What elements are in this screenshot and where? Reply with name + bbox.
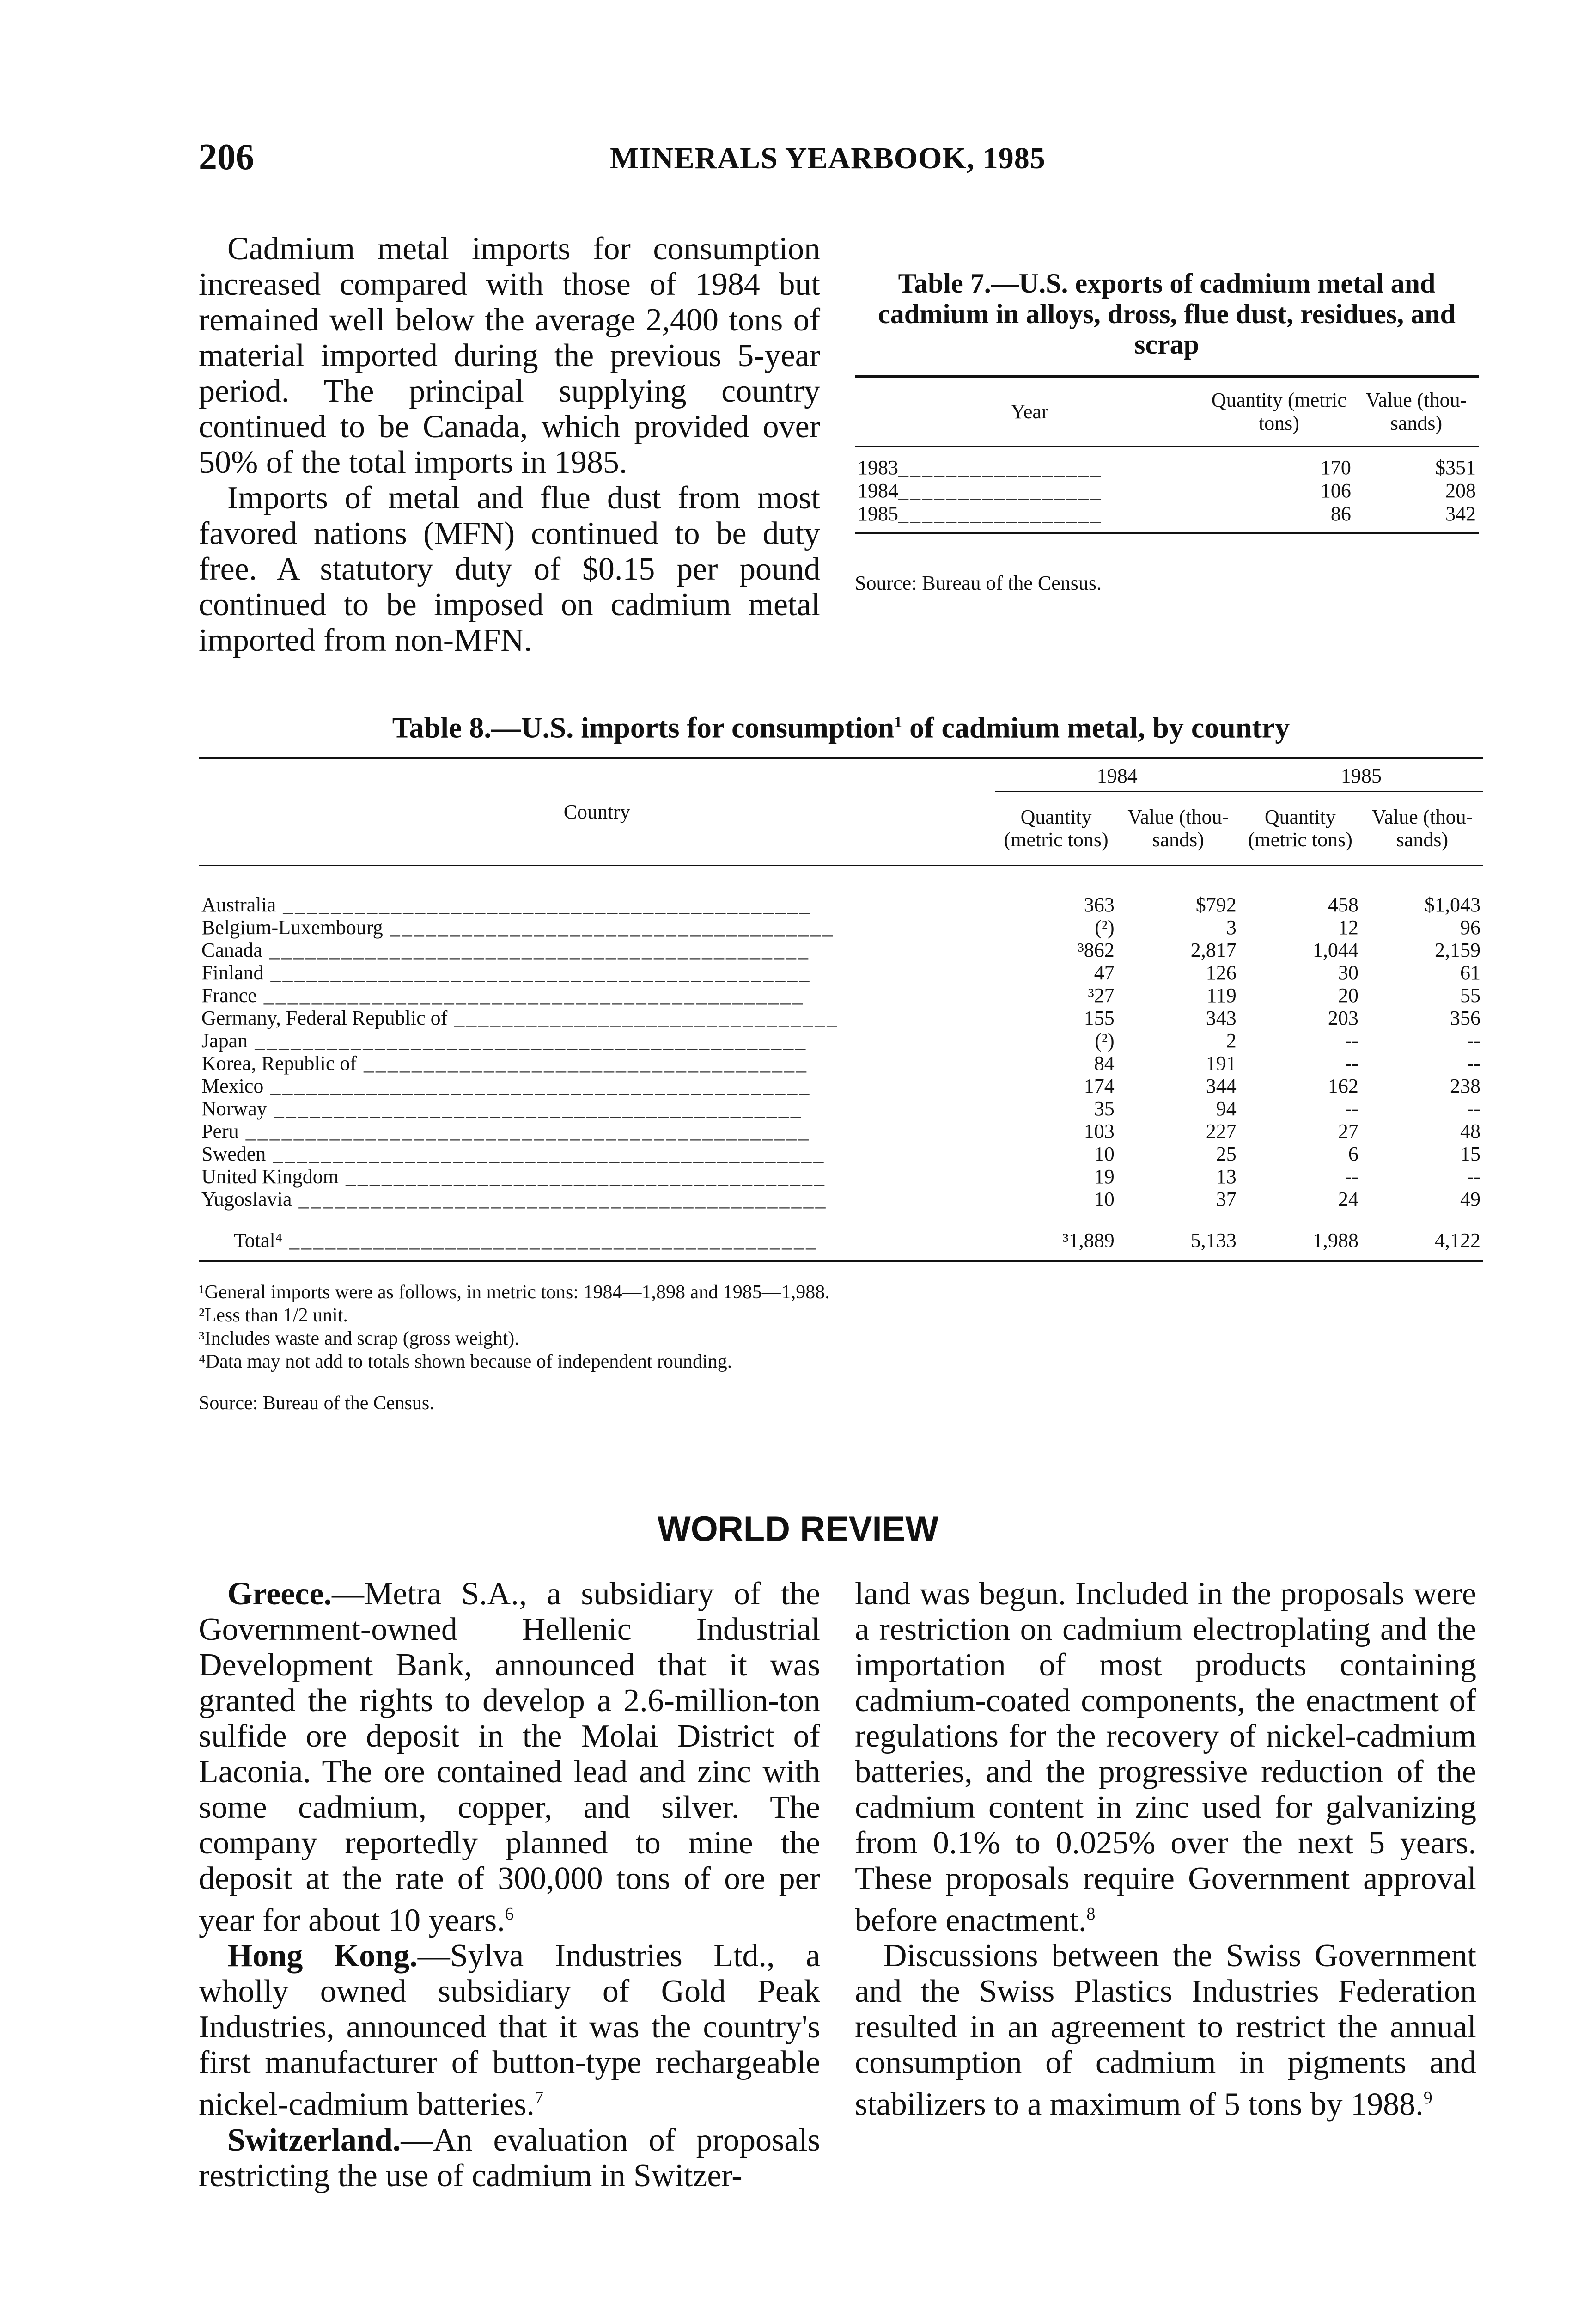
table-row: Korea, Republic of _____________________________________ 84 191 -- --	[199, 1052, 1483, 1075]
value-1984: 37	[1216, 1188, 1237, 1211]
table-7	[855, 268, 1479, 595]
quantity-1985: 12	[1338, 916, 1358, 939]
value-1984: 2,817	[1190, 939, 1237, 962]
quantity-1985: 27	[1338, 1120, 1358, 1143]
value-1984: 191	[1206, 1052, 1237, 1075]
country-name: Sweden	[201, 1143, 266, 1166]
value-1985: 61	[1460, 961, 1480, 984]
value-1984: 343	[1206, 1007, 1237, 1030]
running-title: MINERALS YEARBOOK, 1985	[610, 141, 1046, 175]
total-label: Total⁴	[234, 1229, 283, 1252]
quantity-1985: 203	[1328, 1007, 1358, 1030]
value-1984: 94	[1216, 1097, 1237, 1120]
table-8-header-country: Country	[199, 758, 995, 866]
value-1985: --	[1467, 1097, 1480, 1120]
table-7-value: 342	[1445, 502, 1476, 525]
quantity-1985: 24	[1338, 1188, 1358, 1211]
table-7-quantity: 106	[1320, 479, 1351, 502]
table-row: Australia ____________________________________________ 363 $792 458 $1,043	[199, 893, 1483, 916]
hongkong-paragraph: Hong Kong.—Sylva Industries Ltd., a wholly owned subsidiary of Gold Peak Industries, announced that it was the country's first manufacturer of button-type rechargeable nickel-cadmium batteries.$^7$	[199, 1938, 820, 2122]
table-row: 1985_________________ 86 342	[855, 502, 1479, 533]
table-8-footnotes	[199, 1281, 1483, 1415]
world-review-left-column	[199, 1576, 820, 2194]
table-8-header-quantity: Quantity (metric tons)	[1239, 791, 1361, 865]
quantity-1984: 10	[1094, 1143, 1115, 1166]
switzerland-paragraph-continued: land was begun. Included in the proposals were a restriction on cadmium electroplating and the importation of most products containing cadmium-coated components, the enactment of regulations for the recovery of nickel-cadmium batteries, and the progressive reduction of the cadmium content in zinc used for galvanizing from 0.1% to 0.025% over the next 5 years. These proposals require Government approval before enactment.$^8$	[855, 1576, 1476, 1938]
quantity-1984: 155	[1084, 1007, 1115, 1030]
footnote-3: ³Includes waste and scrap (gross weight).	[199, 1328, 519, 1350]
total-quantity-1984: ³1,889	[1062, 1229, 1115, 1252]
total-value-1984: 5,133	[1190, 1229, 1237, 1252]
value-1985: 238	[1450, 1075, 1480, 1098]
table-row: Mexico _____________________________________________ 174 344 162 238	[199, 1075, 1483, 1097]
value-1985: --	[1467, 1052, 1480, 1075]
table-row: United Kingdom ________________________________________ 19 13 -- --	[199, 1165, 1483, 1188]
swiss-agreement-paragraph: Discussions between the Swiss Government and the Swiss Plastics Industries Federation resulted in an agreement to restrict the annual consumption of cadmium in pigments and stabilizers to a maximum of 5 tons by 1988.$^9$	[855, 1938, 1476, 2122]
country-name: France	[201, 984, 257, 1007]
footnote-4: ⁴Data may not add to totals shown because of independent rounding.	[199, 1351, 732, 1373]
value-1984: 119	[1206, 984, 1237, 1007]
table-7-header-value: Value (thou-sands)	[1354, 377, 1479, 447]
value-1985: 96	[1460, 916, 1480, 939]
quantity-1984: (²)	[1095, 1029, 1115, 1052]
country-name: United Kingdom	[201, 1165, 339, 1188]
table-8-header-1984: 1984	[995, 758, 1239, 792]
table-8	[199, 707, 1483, 1415]
table-row-total: Total⁴ ____________________________________________ ³1,889 5,133 1,988 4,122	[199, 1229, 1483, 1261]
value-1984: 3	[1226, 916, 1237, 939]
value-1984: $792	[1195, 893, 1237, 917]
quantity-1984: (²)	[1095, 916, 1115, 939]
table-row: 1984_________________ 106 208	[855, 479, 1479, 502]
table-8-header-quantity: Quantity (metric tons)	[995, 791, 1117, 865]
intro-text	[199, 231, 820, 658]
table-7-title: Table 7.—U.S. exports of cadmium metal and cadmium in alloys, dross, flue dust, residues, and scrap	[878, 268, 1456, 360]
table-7-header-quantity: Quantity (metric tons)	[1204, 377, 1354, 447]
value-1985: 2,159	[1435, 939, 1480, 962]
quantity-1985: 458	[1328, 893, 1358, 917]
table-8-grid	[199, 757, 1483, 1262]
country-name: Peru	[201, 1120, 239, 1143]
country-name: Australia	[201, 893, 276, 917]
greece-paragraph: Greece.—Metra S.A., a subsidiary of the Government-owned Hellenic Industrial Development Bank, announced that it was granted the rights to develop a 2.6-million-ton sulfide ore deposit in the Molai District of Laconia. The ore contained lead and zinc with some cadmium, copper, and silver. The company reportedly planned to mine the deposit at the rate of 300,000 tons of ore per year for about 10 years.$^6$	[199, 1576, 820, 1938]
footnote-1: ¹General imports were as follows, in metric tons: 1984—1,898 and 1985—1,988.	[199, 1282, 830, 1303]
value-1985: --	[1467, 1165, 1480, 1188]
quantity-1984: 35	[1094, 1097, 1115, 1120]
table-row: 1983_________________ 170 $351	[855, 456, 1479, 479]
quantity-1985: 30	[1338, 961, 1358, 984]
table-8-title: Table 8.—U.S. imports for consumption$^1$ of cadmium metal, by country	[392, 711, 1290, 744]
quantity-1984: 363	[1084, 893, 1115, 917]
table-8-header-value: Value (thou-sands)	[1117, 791, 1239, 865]
table-row: Sweden ______________________________________________ 10 25 6 15	[199, 1143, 1483, 1165]
value-1984: 227	[1206, 1120, 1237, 1143]
value-1985: 55	[1460, 984, 1480, 1007]
value-1984: 25	[1216, 1143, 1237, 1166]
table-7-quantity: 170	[1320, 456, 1351, 479]
country-name: Norway	[201, 1097, 267, 1120]
table-row: Finland _____________________________________________ 47 126 30 61	[199, 961, 1483, 984]
table-row: Canada _____________________________________________ ³862 2,817 1,044 2,159	[199, 939, 1483, 961]
table-7-grid	[855, 375, 1479, 534]
country-name: Japan	[201, 1029, 248, 1052]
quantity-1984: 19	[1094, 1165, 1115, 1188]
page-number: 206	[199, 137, 254, 177]
country-name: Korea, Republic of	[201, 1052, 357, 1075]
table-row: Japan ______________________________________________ (²) 2 -- --	[199, 1029, 1483, 1052]
quantity-1984: 10	[1094, 1188, 1115, 1211]
country-name: Mexico	[201, 1075, 264, 1098]
table-7-year: 1983	[858, 456, 898, 479]
quantity-1985: --	[1345, 1097, 1358, 1120]
country-name: Germany, Federal Republic of	[201, 1007, 448, 1030]
value-1985: 48	[1460, 1120, 1480, 1143]
table-8-source: Source: Bureau of the Census.	[199, 1393, 434, 1414]
table-row: Yugoslavia ____________________________________________ 10 37 24 49	[199, 1188, 1483, 1211]
quantity-1985: --	[1345, 1052, 1358, 1075]
switzerland-paragraph: Switzerland.—An evaluation of proposals restricting the use of cadmium in Switzer-	[199, 2122, 820, 2194]
table-8-header-1985: 1985	[1239, 758, 1483, 792]
quantity-1985: --	[1345, 1165, 1358, 1188]
table-7-quantity: 86	[1330, 502, 1351, 525]
quantity-1985: 1,044	[1312, 939, 1358, 962]
table-row: Germany, Federal Republic of ________________________________ 155 343 203 356	[199, 1007, 1483, 1029]
value-1985: 356	[1450, 1007, 1480, 1030]
table-7-header-year: Year	[855, 377, 1204, 447]
quantity-1985: 6	[1348, 1143, 1358, 1166]
quantity-1984: 84	[1094, 1052, 1115, 1075]
country-name: Finland	[201, 961, 264, 984]
quantity-1985: --	[1345, 1029, 1358, 1052]
quantity-1984: ³862	[1078, 939, 1115, 962]
country-name: Belgium-Luxembourg	[201, 916, 383, 939]
quantity-1985: 162	[1328, 1075, 1358, 1098]
table-8-header-value: Value (thou-sands)	[1361, 791, 1483, 865]
value-1985: 49	[1460, 1188, 1480, 1211]
section-heading-world-review: WORLD REVIEW	[658, 1510, 938, 1549]
table-row: Peru _______________________________________________ 103 227 27 48	[199, 1120, 1483, 1143]
quantity-1984: 174	[1084, 1075, 1115, 1098]
table-7-value: $351	[1435, 456, 1476, 479]
value-1985: --	[1467, 1029, 1480, 1052]
intro-paragraph-1: Cadmium metal imports for consumption increased compared with those of 1984 but remained well below the average 2,400 tons of material imported during the previous 5-year period. The principal supplying country continued to be Canada, which provided over 50% of the total imports in 1985.	[199, 231, 820, 480]
footnote-2: ²Less than 1/2 unit.	[199, 1305, 348, 1327]
total-value-1985: 4,122	[1435, 1229, 1480, 1252]
table-7-year: 1984	[858, 479, 898, 502]
country-name: Canada	[201, 939, 262, 962]
table-7-source: Source: Bureau of the Census.	[855, 572, 1102, 594]
table-row: Norway ____________________________________________ 35 94 -- --	[199, 1097, 1483, 1120]
total-quantity-1985: 1,988	[1312, 1229, 1358, 1252]
value-1985: $1,043	[1425, 893, 1480, 917]
table-7-year: 1985	[858, 502, 898, 525]
quantity-1984: 47	[1094, 961, 1115, 984]
quantity-1984: 103	[1084, 1120, 1115, 1143]
value-1985: 15	[1460, 1143, 1480, 1166]
country-name: Yugoslavia	[201, 1188, 292, 1211]
intro-paragraph-2: Imports of metal and flue dust from most favored nations (MFN) continued to be duty free. A statutory duty of $0.15 per pound continued to be imposed on cadmium metal imported from non-MFN.	[199, 480, 820, 658]
quantity-1984: ³27	[1088, 984, 1115, 1007]
table-row: France _____________________________________________ ³27 119 20 55	[199, 984, 1483, 1007]
table-row: Belgium-Luxembourg _____________________________________ (²) 3 12 96	[199, 916, 1483, 939]
value-1984: 13	[1216, 1165, 1237, 1188]
table-7-value: 208	[1445, 479, 1476, 502]
value-1984: 126	[1206, 961, 1237, 984]
world-review-right-column	[855, 1576, 1476, 2122]
value-1984: 344	[1206, 1075, 1237, 1098]
quantity-1985: 20	[1338, 984, 1358, 1007]
value-1984: 2	[1226, 1029, 1237, 1052]
